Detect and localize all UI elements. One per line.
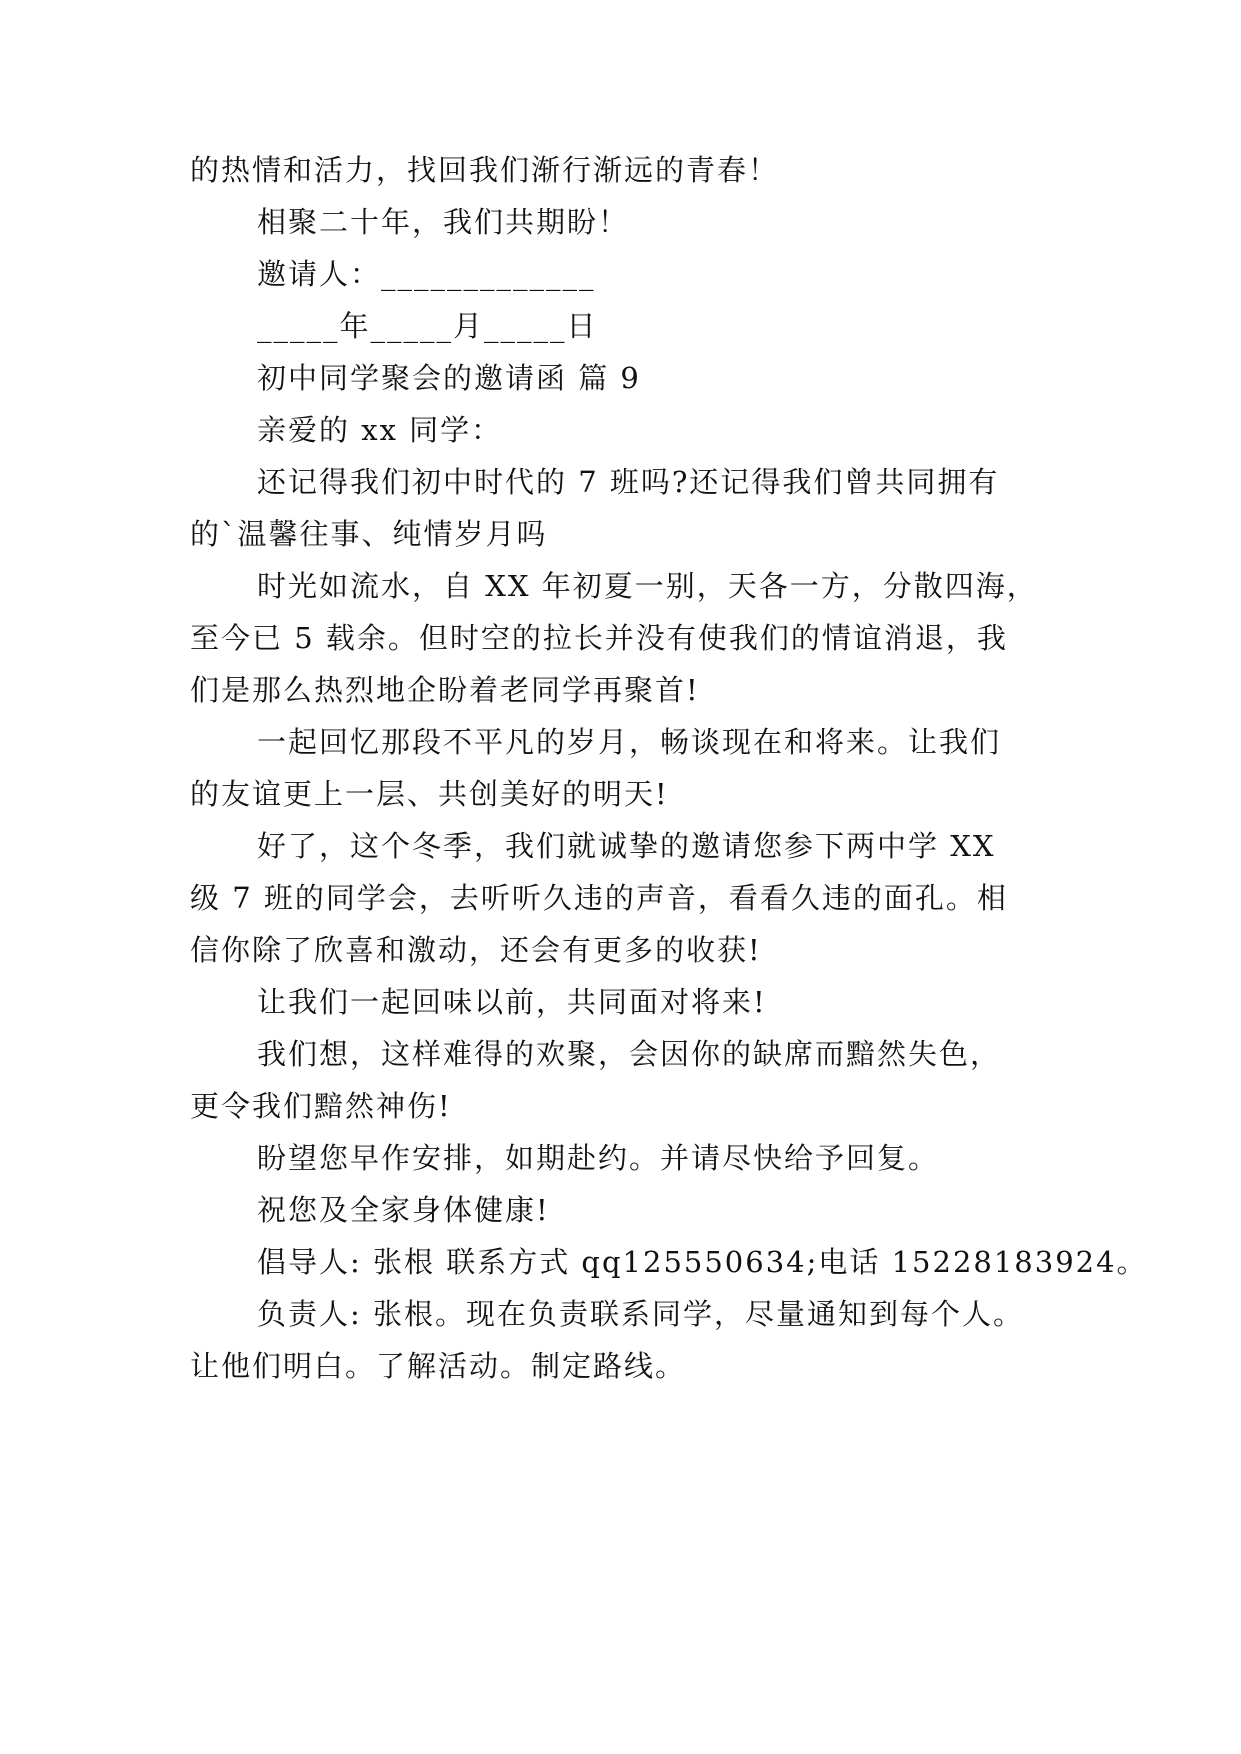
text-line: 让他们明白。了解活动。制定路线。 (190, 1349, 687, 1383)
text-line: 我们想，这样难得的欢聚，会因你的缺席而黯然失色， (257, 1037, 1002, 1071)
text-line: 让我们一起回味以前，共同面对将来! (257, 985, 767, 1019)
text-line: 信你除了欣喜和激动，还会有更多的收获! (190, 933, 762, 967)
text-line: 的热情和活力，找回我们渐行渐远的青春！ (190, 153, 780, 187)
salutation: 亲爱的 xx 同学： (257, 413, 503, 447)
text-line: 相聚二十年，我们共期盼！ (257, 205, 630, 239)
initiator-line: 倡导人: 张根 联系方式 qq125550634;电话 15228183924。 (257, 1245, 1148, 1279)
text-line: 们是那么热烈地企盼着老同学再聚首! (190, 673, 700, 707)
text-line: 还记得我们初中时代的 7 班吗?还记得我们曾共同拥有 (257, 465, 1000, 499)
text-line: 祝您及全家身体健康! (257, 1193, 550, 1227)
text-line: 的`温馨往事、纯情岁月吗 (190, 517, 548, 551)
text-line: 更令我们黯然神伤! (190, 1089, 452, 1123)
text-line: 好了，这个冬季，我们就诚挚的邀请您参下两中学 XX (257, 829, 996, 863)
section-heading: 初中同学聚会的邀请函 篇 9 (257, 361, 641, 395)
date-line: _____年_____月_____日 (257, 309, 598, 343)
text-line: 至今已 5 载余。但时空的拉长并没有使我们的情谊消退，我 (190, 621, 1008, 655)
text-line: 一起回忆那段不平凡的岁月，畅谈现在和将来。让我们 (257, 725, 1002, 759)
text-line: 级 7 班的同学会，去听听久违的声音，看看久违的面孔。相 (190, 881, 1008, 915)
text-line: 的友谊更上一层、共创美好的明天! (190, 777, 669, 811)
invitee-line: 邀请人：_____________ (257, 257, 596, 291)
text-line: 盼望您早作安排，如期赴约。并请尽快给予回复。 (257, 1141, 940, 1175)
text-line: 时光如流水，自 XX 年初夏一别，天各一方，分散四海， (257, 569, 1038, 603)
responsible-line: 负责人: 张根。现在负责联系同学，尽量通知到每个人。 (257, 1297, 1024, 1331)
